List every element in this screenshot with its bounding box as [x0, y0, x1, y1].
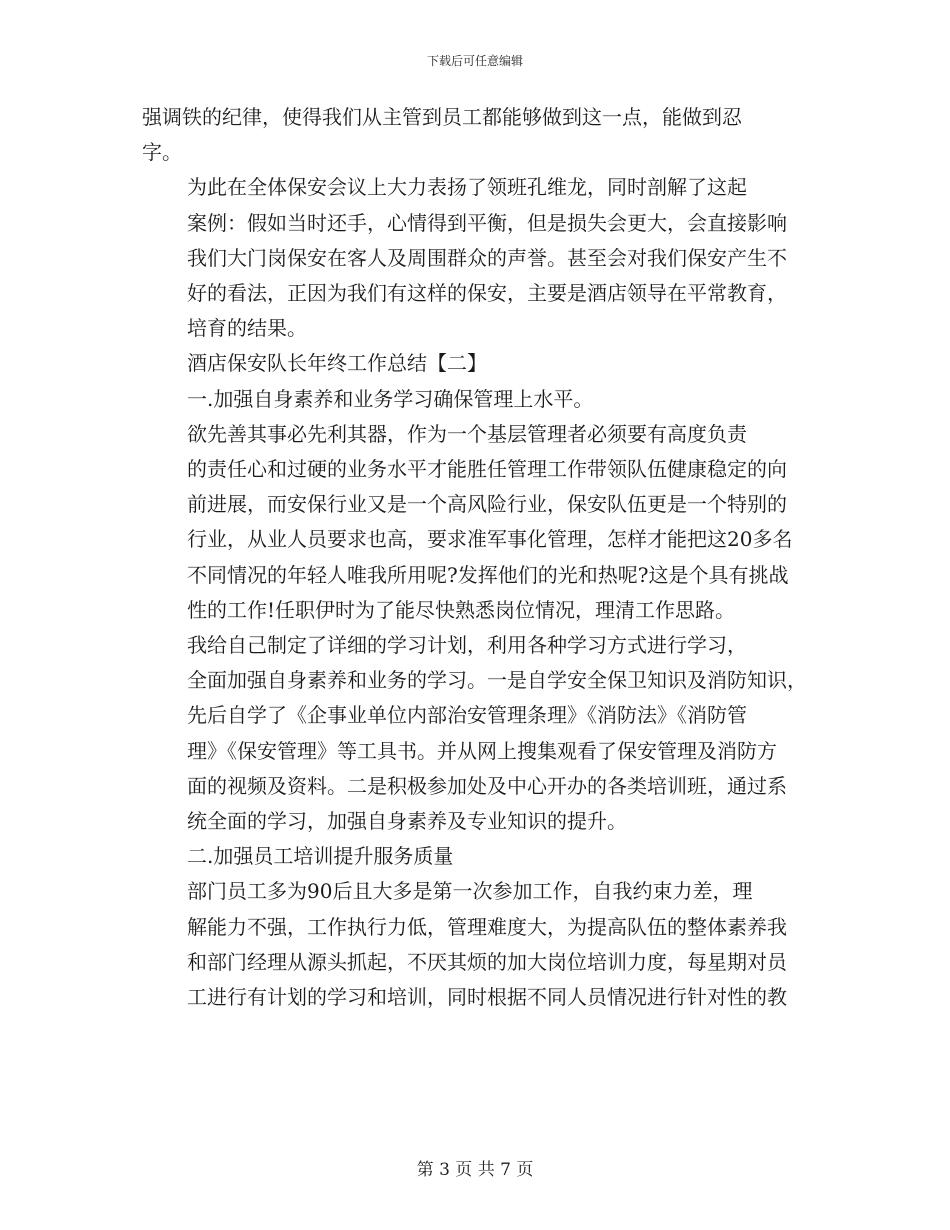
text-line: 培育的结果。 [187, 316, 307, 341]
text-line: 字。 [142, 140, 182, 165]
text-line: 二.加强员工培训提升服务质量 [187, 844, 454, 869]
text-line: 前进展，而安保行业又是一个高风险行业，保安队伍更是一个特别的 [187, 492, 787, 517]
paragraph [142, 382, 806, 417]
text-line: 我们大门岗保安在客人及周围群众的声誉。甚至会对我们保安产生不 [187, 245, 787, 270]
text-line: 部门员工多为90后且大多是第一次参加工作，自我约束力差，理 [187, 879, 753, 904]
paragraph [142, 346, 806, 381]
paragraph [142, 874, 806, 1015]
paragraph [142, 170, 806, 346]
text-line: 欲先善其事必先利其器，作为一个基层管理者必须要有高度负责 [187, 421, 747, 446]
text-line: 理》《保安管理》等工具书。并从网上搜集观看了保安管理及消防方 [187, 738, 777, 763]
text-line: 和部门经理从源头抓起，不厌其烦的加大岗位培训力度，每星期对员 [187, 949, 787, 974]
text-line: 行业，从业人员要求也高，要求准军事化管理，怎样才能把这20多名 [187, 527, 793, 552]
text-line: 性的工作!任职伊时为了能尽快熟悉岗位情况，理清工作思路。 [187, 597, 736, 622]
page-header: 下载后可任意编辑 [426, 54, 523, 68]
text-line: 先后自学了《企事业单位内部治安管理条理》《消防法》《消防管 [187, 703, 747, 728]
paragraph [142, 628, 806, 839]
text-line: 为此在全体保安会议上大力表扬了领班孔维龙，同时剖解了这起 [187, 175, 747, 200]
text-line: 全面加强自身素养和业务的学习。一是自学安全保卫知识及消防知识， [187, 668, 807, 693]
page-footer: 第 3 页 共 7 页 [416, 1160, 534, 1180]
text-line: 强调铁的纪律，使得我们从主管到员工都能够做到这一点，能做到忍 [142, 105, 742, 129]
text-line: 我给自己制定了详细的学习计划，利用各种学习方式进行学习， [187, 633, 747, 658]
paragraph [142, 100, 806, 170]
text-line: 好的看法，正因为我们有这样的保安，主要是酒店领导在平常教育， [187, 281, 787, 306]
text-line: 的责任心和过硬的业务水平才能胜任管理工作带领队伍健康稳定的向 [187, 457, 787, 482]
text-line: 统全面的学习，加强自身素养及专业知识的提升。 [187, 809, 627, 834]
paragraph [142, 839, 806, 874]
text-line: 解能力不强，工作执行力低，管理难度大，为提高队伍的整体素养我 [187, 914, 787, 939]
text-line: 酒店保安队长年终工作总结【二】 [187, 351, 487, 376]
text-line: 面的视频及资料。二是积极参加处及中心开办的各类培训班，通过系 [187, 773, 787, 798]
text-line: 工进行有计划的学习和培训，同时根据不同人员情况进行针对性的教 [187, 985, 787, 1010]
text-line: 一.加强自身素养和业务学习确保管理上水平。 [187, 386, 594, 411]
text-line: 不同情况的年轻人唯我所用呢?发挥他们的光和热呢?这是个具有挑战 [187, 562, 789, 587]
paragraph [142, 417, 806, 628]
text-line: 案例：假如当时还手，心情得到平衡，但是损失会更大，会直接影响 [187, 210, 787, 235]
document-body [142, 100, 806, 1015]
